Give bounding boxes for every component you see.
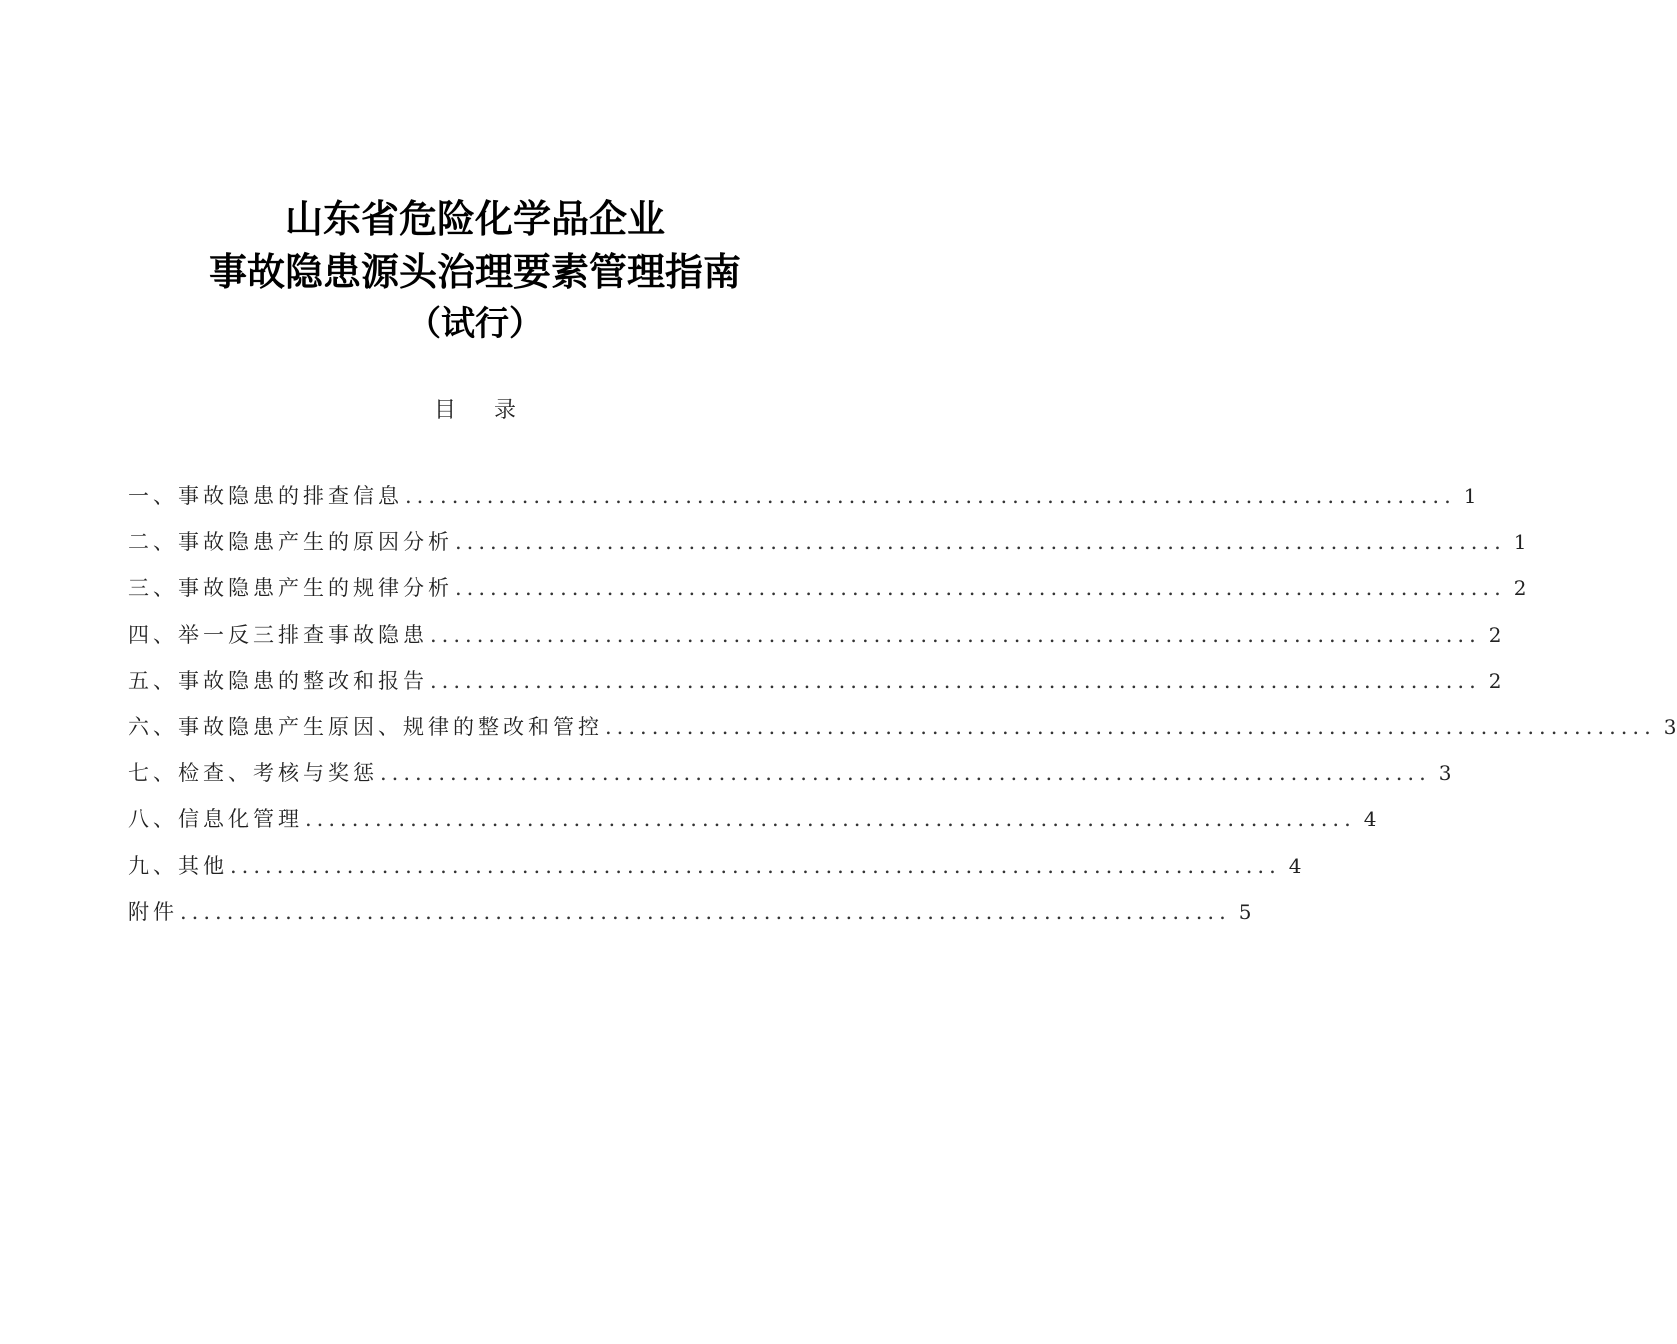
toc-heading-right: 录 [494, 398, 517, 423]
toc-entry-page: 2 [1488, 668, 1502, 693]
toc-entry-page: 3 [1438, 761, 1452, 786]
toc-entry[interactable] [128, 572, 1527, 618]
toc-entry-leader: .......................................................................................... [380, 761, 1431, 786]
toc-entry-label: 五、事故隐患的整改和报告 [128, 668, 428, 693]
title-line-1: 山东省危险化学品企业 [284, 196, 665, 241]
toc-entry-leader: .......................................................................................... [455, 576, 1506, 601]
toc-entry[interactable] [128, 711, 1677, 757]
toc-entry-leader: .......................................................................................... [455, 530, 1506, 555]
toc-entry-leader: .......................................................................................... [605, 714, 1656, 739]
toc-entry-page: 2 [1513, 576, 1527, 601]
toc-entry-page: 4 [1288, 853, 1302, 878]
toc-entry-label: 三、事故隐患产生的规律分析 [128, 576, 453, 601]
toc-entry[interactable] [128, 480, 1477, 526]
toc-entry[interactable] [128, 803, 1377, 849]
toc-entry-leader: .......................................................................................... [430, 668, 1481, 693]
toc-entry-leader: .......................................................................................... [405, 484, 1456, 508]
title-line-2: 事故隐患源头治理要素管理指南 [208, 249, 741, 294]
toc-entry-page: 5 [1238, 899, 1252, 924]
toc-entry-page: 2 [1488, 622, 1502, 647]
toc-entry-label: 七、检查、考核与奖惩 [128, 761, 378, 786]
title-line-3: （试行） [407, 304, 543, 344]
toc-heading [0, 396, 950, 426]
toc-entry-label: 附件 [128, 899, 178, 924]
toc-entry-leader: .......................................................................................... [230, 853, 1281, 878]
toc-entry-page: 3 [1663, 714, 1677, 739]
toc-entry-leader: .......................................................................................... [430, 622, 1481, 647]
toc-entry-label: 一、事故隐患的排查信息 [128, 484, 403, 508]
toc-entry-leader: .......................................................................................... [180, 899, 1231, 924]
toc-entry[interactable] [128, 526, 1527, 572]
toc-entry[interactable] [128, 619, 1502, 665]
toc-entry-label: 九、其他 [128, 853, 228, 878]
toc-entry-label: 六、事故隐患产生原因、规律的整改和管控 [128, 714, 603, 739]
toc-entry-page: 1 [1513, 530, 1527, 555]
toc-entry-leader: .......................................................................................... [305, 807, 1356, 832]
table-of-contents [128, 480, 1677, 942]
toc-entry-label: 四、举一反三排查事故隐患 [128, 622, 428, 647]
toc-entry-label: 八、信息化管理 [128, 807, 303, 832]
toc-entry[interactable] [128, 850, 1302, 896]
toc-entry[interactable] [128, 665, 1502, 711]
toc-entry-page: 4 [1363, 807, 1377, 832]
toc-heading-left: 目 [433, 398, 456, 423]
toc-entry-label: 二、事故隐患产生的原因分析 [128, 530, 453, 555]
document-title [0, 192, 950, 351]
toc-entry-page: 1 [1463, 484, 1477, 508]
toc-entry[interactable] [128, 896, 1252, 942]
toc-entry[interactable] [128, 757, 1452, 803]
